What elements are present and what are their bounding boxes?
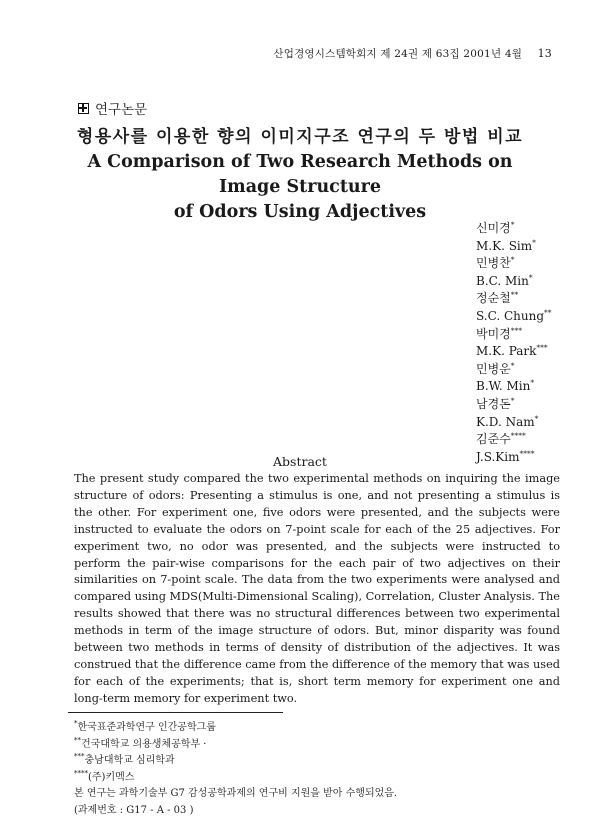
footnote-item <box>74 770 397 787</box>
author-name: 남경돈 <box>476 396 511 411</box>
author-name: 민병찬 <box>476 256 511 271</box>
affiliation-mark: *** <box>510 325 523 335</box>
footnote-text: (과제번호 : G17 - A - 03 ) <box>74 804 194 816</box>
footnote-mark: * <box>74 719 78 728</box>
footnote-mark: ** <box>74 736 81 745</box>
author-entry <box>476 255 552 273</box>
journal-citation: 산업경영시스템학회지 제 24권 제 63집 2001년 4월 <box>273 48 523 60</box>
author-entry <box>476 378 552 396</box>
affiliation-mark: * <box>530 378 535 388</box>
author-entry <box>476 308 552 326</box>
category-label: 연구논문 <box>95 102 148 118</box>
footnote-item <box>74 786 397 803</box>
affiliation-mark: * <box>510 220 515 229</box>
affiliation-mark: **** <box>519 448 535 458</box>
affiliation-mark: * <box>534 413 539 423</box>
author-name: 정순철 <box>476 291 511 306</box>
author-name: K.D. Nam <box>476 414 535 429</box>
footnote-list <box>74 720 397 819</box>
boxed-cross-icon <box>78 103 89 114</box>
author-name: 박미경 <box>476 326 511 341</box>
abstract-heading: Abstract <box>273 454 327 469</box>
author-list <box>476 220 552 466</box>
author-name: B.W. Min <box>476 379 531 394</box>
author-entry <box>476 396 552 414</box>
affiliation-mark: *** <box>536 343 548 353</box>
author-entry <box>476 273 552 291</box>
affiliation-mark: ** <box>510 290 519 300</box>
footnote-text: 건국대학교 의용생체공학부 · <box>81 738 207 750</box>
author-entry <box>476 238 552 256</box>
author-entry <box>476 361 552 379</box>
affiliation-mark: * <box>528 272 533 282</box>
footnote-text: 충남대학교 심리학과 <box>84 755 175 766</box>
author-name: 민병운 <box>476 361 511 376</box>
footnote-item <box>74 720 397 737</box>
footnote-divider <box>68 712 283 713</box>
footnote-text: (주)키멕스 <box>88 771 135 783</box>
author-entry <box>476 220 552 238</box>
affiliation-mark: **** <box>510 431 526 441</box>
affiliation-mark: * <box>510 255 515 265</box>
author-entry <box>476 343 552 361</box>
author-name: 김준수 <box>476 432 511 447</box>
footnote-mark: *** <box>74 752 85 761</box>
affiliation-mark: ** <box>544 307 552 317</box>
page-number: 13 <box>537 47 552 60</box>
author-name: 신미경 <box>476 221 511 235</box>
author-name: M.K. Sim <box>476 238 533 253</box>
footnote-item <box>74 753 397 770</box>
author-entry <box>476 326 552 344</box>
affiliation-mark: * <box>510 395 515 405</box>
author-name: B.C. Min <box>476 273 529 288</box>
author-name: J.S.Kim <box>476 449 520 464</box>
title-korean: 형용사를 이용한 향의 이미지구조 연구의 두 방법 비교 <box>76 127 524 147</box>
article-category <box>78 98 147 118</box>
author-name: S.C. Chung <box>476 308 545 323</box>
abstract-text: The present study compared the two experimental methods on inquiring the image structure of odors: Presenting a stimulus is one, and not presenting a stimulus is the other. For experiment one, five odors were presented, and the subjects were instructed to evaluate the odors on 7-point scale for each of the 25 adjectives. For experiment two, no odor was presented, and the subjects were instructed to perform the pair-wise comparisons for the each pair of two adjectives on their similarities on 7-point scale. The data from the two experiments were analysed and compared using MDS(Multi-Dimensional Scaling), Correlation, Cluster Analysis. The results showed that there was no structural differences between two experimental methods in term of the image structure of odors. But, minor disparity was found between two methods in terms of density of distribution of the adjectives. It was construed that the difference came from the difference of the memory that was used for each of the experiments; that is, short term memory for experiment one and long-term memory for experiment two. <box>74 472 560 705</box>
author-entry <box>476 431 552 449</box>
footnote-text: 본 연구는 과학기술부 G7 감성공학과제의 연구비 지원을 받아 수행되었음. <box>74 788 398 799</box>
title-english-line-1: A Comparison of Two Research Methods on Image Structure <box>87 152 513 197</box>
author-entry <box>476 290 552 308</box>
author-entry <box>476 414 552 432</box>
footnote-mark: **** <box>74 769 88 778</box>
running-header <box>273 46 552 61</box>
title-english-line-2: of Odors Using Adjectives <box>173 202 427 222</box>
title-english <box>60 150 540 225</box>
author-name: M.K. Park <box>476 344 537 359</box>
affiliation-mark: * <box>532 237 536 247</box>
affiliation-mark: * <box>510 360 515 370</box>
footnote-text: 한국표준과학연구 인간공학그룹 <box>77 722 216 733</box>
footnote-item <box>74 737 397 754</box>
footnote-item <box>74 803 397 820</box>
